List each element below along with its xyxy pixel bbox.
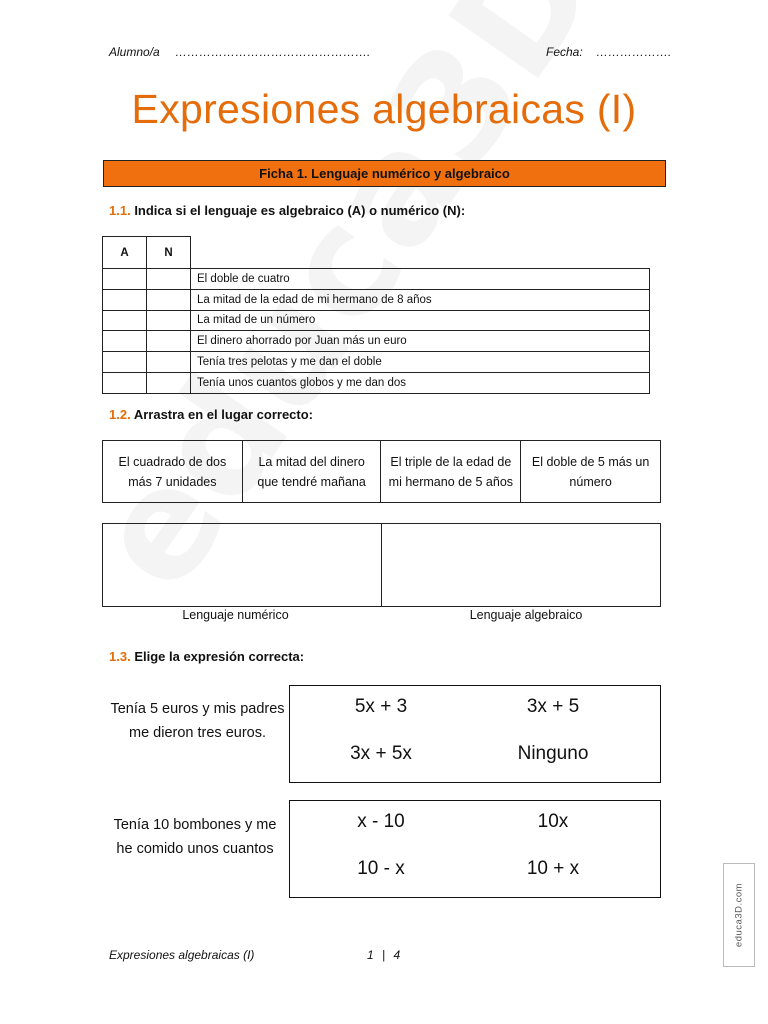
site-badge-text: educa3D.com [733,882,745,948]
date-label: Fecha: [546,45,583,59]
checkbox-a[interactable] [103,372,147,393]
checkbox-a[interactable] [103,269,147,290]
question-1-1-number: 1.1. [109,203,131,218]
option-button[interactable]: Ninguno [517,743,589,764]
statement-text: Tenía unos cuantos globos y me dan dos [191,372,650,393]
page-title: Expresiones algebraicas (I) [131,86,637,132]
footer-page-number [367,948,400,962]
checkbox-a[interactable] [103,352,147,373]
table-row [103,331,650,352]
options-box [289,800,661,898]
student-label: Alumno/a [109,45,160,59]
footer-page-total: 4 [393,948,401,962]
question-1-1-heading [109,203,465,218]
draggable-cards-row [102,440,661,503]
checkbox-n[interactable] [147,269,191,290]
table-row [103,352,650,373]
table-row [103,372,650,393]
option-button[interactable]: x - 10 [357,811,405,832]
statement-text: El dinero ahorrado por Juan más un euro [191,331,650,352]
exercise-prompt: Tenía 5 euros y mis padres me dieron tres euros. [110,701,285,741]
date-field[interactable]: ………………. [596,45,672,59]
student-name-line [109,45,370,59]
checkbox-a[interactable] [103,310,147,331]
checkbox-a[interactable] [103,289,147,310]
question-1-2-text: Arrastra en el lugar correcto: [133,407,314,422]
question-1-1-text: Indica si el lenguaje es algebraico (A) o numérico (N): [134,203,466,218]
column-header-a: A [103,237,147,269]
site-badge [723,863,755,967]
options-box [289,685,661,783]
statement-text: Tenía tres pelotas y me dan el doble [191,352,650,373]
checkbox-n[interactable] [147,289,191,310]
option-button[interactable]: 3x + 5x [350,743,412,764]
ficha-title-bar: Ficha 1. Lenguaje numérico y algebraico [103,160,666,187]
statement-text: La mitad de un número [191,310,650,331]
date-line [546,45,671,59]
option-button[interactable]: 5x + 3 [354,696,408,717]
footer-page-separator: | [382,948,386,962]
draggable-card[interactable]: La mitad del dinero que tendré mañana [242,441,381,503]
question-1-3-heading [109,649,304,664]
language-classification-table [102,236,650,394]
draggable-card[interactable]: El triple de la edad de mi hermano de 5 años [381,441,521,503]
question-1-3-text: Elige la expresión correcta: [134,649,305,664]
table-row [103,289,650,310]
table-row [103,269,650,290]
student-name-field[interactable]: …………………………………………. [175,45,371,59]
drop-zones [102,523,661,607]
question-1-3-number: 1.3. [109,649,131,664]
drop-zone-numeric[interactable] [103,524,382,607]
question-1-2-number: 1.2. [109,407,131,422]
checkbox-a[interactable] [103,331,147,352]
draggable-card[interactable]: El doble de 5 más un número [521,441,661,503]
drop-zone-algebraic[interactable] [381,524,661,607]
table-row [103,310,650,331]
checkbox-n[interactable] [147,331,191,352]
option-button[interactable]: 10 - x [357,858,405,879]
draggable-card[interactable]: El cuadrado de dos más 7 unidades [103,441,243,503]
drop-zone-numeric-label: Lenguaje numérico [182,608,289,622]
column-header-n: N [147,237,191,269]
statement-text: La mitad de la edad de mi hermano de 8 años [191,289,650,310]
checkbox-n[interactable] [147,352,191,373]
drop-zone-algebraic-label: Lenguaje algebraico [469,608,583,622]
question-1-2-heading [109,407,313,422]
option-button[interactable]: 10x [537,811,569,832]
option-button[interactable]: 10 + x [526,858,580,879]
option-button[interactable]: 3x + 5 [526,696,580,717]
checkbox-n[interactable] [147,372,191,393]
footer-doc-title: Expresiones algebraicas (I) [109,948,255,962]
exercise-prompt: Tenía 10 bombones y me he comido unos cuantos [113,817,277,857]
checkbox-n[interactable] [147,310,191,331]
footer-page-current: 1 [367,948,374,962]
statement-text: El doble de cuatro [191,269,650,290]
